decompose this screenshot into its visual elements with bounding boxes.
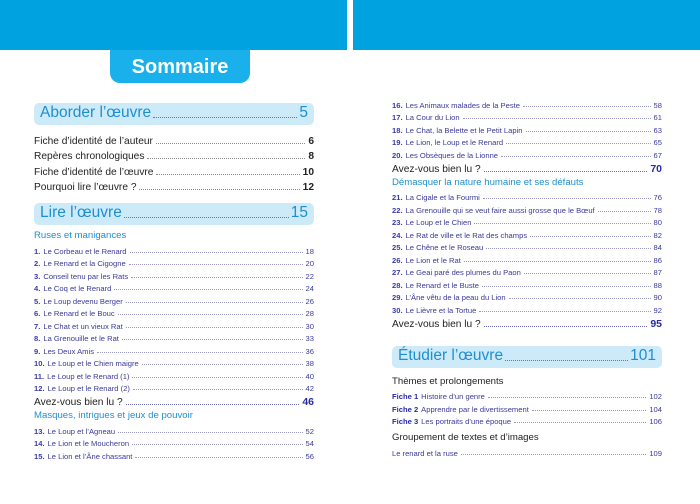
dot-leader	[523, 106, 651, 107]
toc-entry[interactable]	[392, 389, 662, 402]
avez-vous-bien-lu-entry[interactable]	[392, 160, 662, 175]
section-page: 101	[630, 346, 656, 364]
entry-page: 6	[308, 135, 314, 147]
entry-page: 40	[305, 371, 314, 381]
toc-entry[interactable]	[392, 277, 662, 290]
entry-page: 92	[653, 305, 662, 315]
entry-number: 8.	[34, 334, 41, 343]
entry-page: 61	[653, 113, 662, 122]
dot-leader	[114, 289, 302, 290]
entry-page: 26	[305, 296, 314, 306]
entry-number: 22.	[392, 205, 403, 215]
entry-label: La Cigale et la Fourmi	[405, 193, 480, 202]
entry-page: 78	[653, 205, 662, 215]
dot-leader	[129, 264, 303, 265]
toc-entry[interactable]	[34, 162, 314, 178]
entry-page: 67	[653, 150, 662, 160]
entry-label: Les Deux Amis	[43, 346, 94, 356]
avez-vous-bien-lu-entry[interactable]	[392, 315, 662, 330]
toc-entry[interactable]	[34, 178, 314, 194]
top-banner-right	[353, 0, 700, 50]
entry-page: 80	[653, 218, 662, 227]
entry-label: Le Geai paré des plumes du Paon	[405, 268, 521, 277]
entry-page: 18	[305, 246, 314, 256]
entry-label: Avez-vous bien lu ?	[392, 163, 481, 175]
toc-entry[interactable]	[34, 318, 314, 331]
dot-leader	[509, 298, 651, 299]
entry-page: 46	[302, 396, 314, 408]
dot-leader	[526, 131, 651, 132]
dot-leader	[126, 327, 303, 328]
entry-page: 24	[305, 284, 314, 293]
entry-label: Le Lion, le Loup et le Renard	[405, 138, 504, 147]
toc-entry[interactable]	[34, 448, 314, 461]
dot-leader	[482, 286, 651, 287]
entry-page: 82	[653, 230, 662, 240]
toc-entry[interactable]	[392, 97, 662, 110]
subsection-title: Groupement de textes et d’images	[392, 432, 539, 443]
entry-page: 22	[305, 271, 314, 281]
entry-label: Le Loup et le Chien maigre	[47, 359, 139, 368]
toc-entry[interactable]	[392, 227, 662, 240]
entry-page: 36	[305, 346, 314, 356]
top-banner-left	[0, 0, 347, 50]
toc-entry[interactable]	[34, 331, 314, 344]
entry-number: 20.	[392, 150, 403, 160]
entry-label: Le Loup et l’Agneau	[47, 426, 116, 436]
subsection-title: Masques, intrigues et jeux de pouvoir	[34, 410, 193, 421]
page-title: Sommaire	[110, 50, 250, 83]
entry-number: 1.	[34, 246, 41, 256]
entry-label: Les portraits d’une époque	[421, 417, 512, 426]
dot-leader	[461, 454, 646, 455]
entry-label: Fiche d’identité de l’auteur	[34, 135, 153, 147]
entry-number: 15.	[34, 451, 45, 461]
entry-number: 6.	[34, 309, 41, 318]
entry-number: 4.	[34, 284, 41, 293]
entry-number: 29.	[392, 293, 403, 302]
entry-number: 10.	[34, 359, 45, 368]
entry-page: 52	[305, 426, 314, 436]
section-etudier[interactable]	[392, 346, 662, 368]
dot-leader	[130, 252, 303, 253]
subsection-title: Thèmes et prolongements	[392, 375, 504, 387]
entry-label: Le Renard et le Bouc	[43, 309, 115, 318]
toc-entry[interactable]	[34, 268, 314, 281]
toc-entry[interactable]	[392, 240, 662, 253]
toc-entry[interactable]	[392, 202, 662, 215]
entry-label: Le Renard et la Cigogne	[43, 259, 126, 268]
entry-page: 28	[305, 309, 314, 318]
dot-leader	[126, 302, 303, 303]
entry-number: 14.	[34, 439, 45, 448]
toc-entry[interactable]	[392, 414, 662, 427]
dot-leader	[97, 352, 303, 353]
entry-page: 104	[649, 404, 662, 414]
entry-page: 10	[302, 166, 314, 178]
toc-entry[interactable]	[34, 256, 314, 269]
section-page: 15	[290, 204, 308, 221]
dot-leader	[506, 143, 650, 144]
entry-label: L’Âne vêtu de la peau du Lion	[405, 293, 506, 302]
dot-leader	[484, 326, 648, 327]
entry-number: 7.	[34, 321, 41, 331]
dot-leader	[598, 211, 651, 212]
toc-entry[interactable]	[392, 252, 662, 265]
entry-label: Avez-vous bien lu ?	[392, 318, 481, 330]
entry-label: Le Coq et le Renard	[43, 284, 112, 293]
entry-number: 26.	[392, 255, 403, 265]
entry-number: 3.	[34, 271, 41, 281]
entry-label: Le Chat, la Belette et le Petit Lapin	[405, 125, 523, 135]
entry-label: Conseil tenu par les Rats	[43, 271, 129, 281]
entry-label: Le Loup et le Renard (2)	[47, 384, 130, 393]
entry-number: 30.	[392, 305, 403, 315]
dot-leader	[505, 360, 628, 361]
dot-leader	[483, 198, 651, 199]
entry-number: 27.	[392, 268, 403, 277]
right-column	[392, 97, 662, 458]
section-aborder[interactable]	[34, 103, 314, 125]
entry-label: Histoire d’un genre	[421, 392, 485, 401]
toc-entry[interactable]	[392, 110, 662, 123]
toc-entry[interactable]	[34, 343, 314, 356]
dot-leader	[153, 117, 297, 118]
entry-page: 58	[653, 100, 662, 110]
section-lire[interactable]	[34, 203, 314, 225]
entry-number: 25.	[392, 243, 403, 252]
entry-page: 63	[653, 125, 662, 135]
toc-entry[interactable]	[392, 122, 662, 135]
toc-entry[interactable]	[392, 190, 662, 203]
entry-label: Les Obsèques de la Lionne	[405, 150, 499, 160]
section-title: Aborder l’œuvre	[40, 104, 152, 121]
dot-leader	[514, 422, 646, 423]
dot-leader	[524, 273, 651, 274]
entry-page: 86	[653, 255, 662, 265]
entry-label: Le Loup et le Chien	[405, 218, 472, 227]
subsection-title: Ruses et manigances	[34, 230, 127, 241]
entry-number: 21.	[392, 193, 403, 202]
entry-page: 84	[653, 243, 662, 252]
entry-page: 76	[653, 193, 662, 202]
dot-leader	[132, 444, 303, 445]
dot-leader	[122, 339, 303, 340]
entry-page: 20	[305, 259, 314, 268]
dot-leader	[133, 389, 303, 390]
entry-number: 2.	[34, 259, 41, 268]
section-page: 5	[299, 104, 308, 121]
entry-label: Le Lion et le Moucheron	[47, 439, 130, 448]
entry-page: 70	[650, 162, 662, 175]
entry-number: 23.	[392, 218, 403, 227]
dot-leader	[501, 156, 651, 157]
dot-leader	[131, 277, 302, 278]
entry-number: 19.	[392, 138, 403, 147]
toc-entry[interactable]	[392, 302, 662, 315]
toc-entry[interactable]	[392, 401, 662, 414]
entry-number: 24.	[392, 230, 403, 240]
entry-label: Le Lion et l’Âne chassant	[47, 451, 133, 461]
toc-entry[interactable]	[34, 381, 314, 394]
entry-number: 18.	[392, 125, 403, 135]
entry-page: 88	[653, 280, 662, 290]
toc-entry[interactable]	[392, 265, 662, 278]
entry-label: Fiche d’identité de l’œuvre	[34, 166, 154, 178]
toc-entry[interactable]	[34, 423, 314, 436]
entry-page: 54	[305, 439, 314, 448]
dot-leader	[147, 158, 305, 159]
entry-number: 17.	[392, 113, 403, 122]
entry-label: Le renard et la ruse	[392, 448, 458, 458]
dot-leader	[530, 236, 650, 237]
entry-label: La Cour du Lion	[405, 113, 460, 122]
entry-label: Le Chêne et le Roseau	[405, 243, 484, 252]
section-title: Étudier l’œuvre	[398, 346, 504, 364]
toc-entry[interactable]	[34, 306, 314, 319]
dot-leader	[126, 404, 300, 405]
entry-page: 42	[305, 384, 314, 393]
left-column	[34, 103, 314, 461]
entry-number: 12.	[34, 384, 45, 393]
entry-label: Le Lion et le Rat	[405, 255, 461, 265]
entry-page: 33	[305, 334, 314, 343]
entry-number: 13.	[34, 426, 45, 436]
entry-page: 38	[305, 359, 314, 368]
entry-label: Le Chat et un vieux Rat	[43, 321, 123, 331]
entry-label: Le Lièvre et la Tortue	[405, 305, 477, 315]
dot-leader	[156, 143, 305, 144]
entry-number: 28.	[392, 280, 403, 290]
toc-entry[interactable]	[34, 436, 314, 449]
entry-page: 90	[653, 293, 662, 302]
avez-vous-bien-lu-entry[interactable]	[34, 393, 314, 408]
dot-leader	[124, 217, 289, 218]
entry-number: 5.	[34, 296, 41, 306]
dot-leader	[464, 261, 651, 262]
dot-leader	[135, 457, 302, 458]
entry-label: Pourquoi lire l’œuvre ?	[34, 182, 137, 193]
entry-page: 12	[302, 182, 314, 193]
dot-leader	[142, 364, 303, 365]
toc-entry[interactable]	[392, 290, 662, 303]
entry-label: Avez-vous bien lu ?	[34, 397, 123, 408]
dot-leader	[139, 189, 299, 190]
entry-label: La Grenouille et le Rat	[43, 334, 119, 343]
entry-label: Le Loup devenu Berger	[43, 296, 123, 306]
entry-number: 16.	[392, 100, 403, 110]
entry-label: Le Loup et le Renard (1)	[47, 371, 130, 381]
entry-page: 8	[308, 151, 314, 162]
dot-leader	[118, 314, 303, 315]
entry-label: Apprendre par le divertissement	[421, 404, 529, 414]
toc-entry[interactable]	[34, 368, 314, 381]
dot-leader	[463, 118, 651, 119]
toc-entry[interactable]	[392, 215, 662, 228]
subsection-title: Démasquer la nature humaine et ses défauts	[392, 176, 584, 188]
dot-leader	[156, 174, 299, 175]
entry-page: 30	[305, 321, 314, 331]
entry-number: Fiche 3	[392, 417, 419, 426]
entry-label: Repères chronologiques	[34, 151, 145, 162]
entry-page: 109	[649, 448, 662, 458]
dot-leader	[132, 377, 302, 378]
section-title: Lire l’œuvre	[40, 204, 122, 221]
entry-number: Fiche 1	[392, 392, 419, 401]
toc-entry[interactable]	[34, 356, 314, 369]
entry-page: 56	[305, 451, 314, 461]
dot-leader	[488, 397, 646, 398]
entry-page: 106	[649, 417, 662, 426]
dot-leader	[486, 248, 650, 249]
toc-entry[interactable]	[392, 147, 662, 160]
toc-entry[interactable]	[392, 445, 662, 458]
entry-number: 11.	[34, 371, 45, 381]
entry-label: Le Corbeau et le Renard	[43, 246, 127, 256]
dot-leader	[532, 410, 647, 411]
entry-label: Le Renard et le Buste	[405, 280, 480, 290]
entry-page: 65	[653, 138, 662, 147]
entry-page: 95	[650, 317, 662, 330]
dot-leader	[479, 311, 650, 312]
toc-entry[interactable]	[34, 147, 314, 163]
entry-page: 87	[653, 268, 662, 277]
dot-leader	[474, 223, 650, 224]
entry-number: 9.	[34, 346, 41, 356]
entry-number: Fiche 2	[392, 404, 419, 414]
toc-entry[interactable]	[392, 135, 662, 148]
toc-entry[interactable]	[34, 281, 314, 294]
entry-label: Le Rat de ville et le Rat des champs	[405, 230, 528, 240]
toc-entry[interactable]	[34, 131, 314, 147]
entry-label: La Grenouille qui se veut faire aussi grosse que le Bœuf	[405, 205, 595, 215]
dot-leader	[118, 432, 302, 433]
toc-entry[interactable]	[34, 243, 314, 256]
entry-label: Les Animaux malades de la Peste	[405, 100, 520, 110]
entry-page: 102	[649, 392, 662, 401]
toc-entry[interactable]	[34, 293, 314, 306]
dot-leader	[484, 171, 648, 172]
